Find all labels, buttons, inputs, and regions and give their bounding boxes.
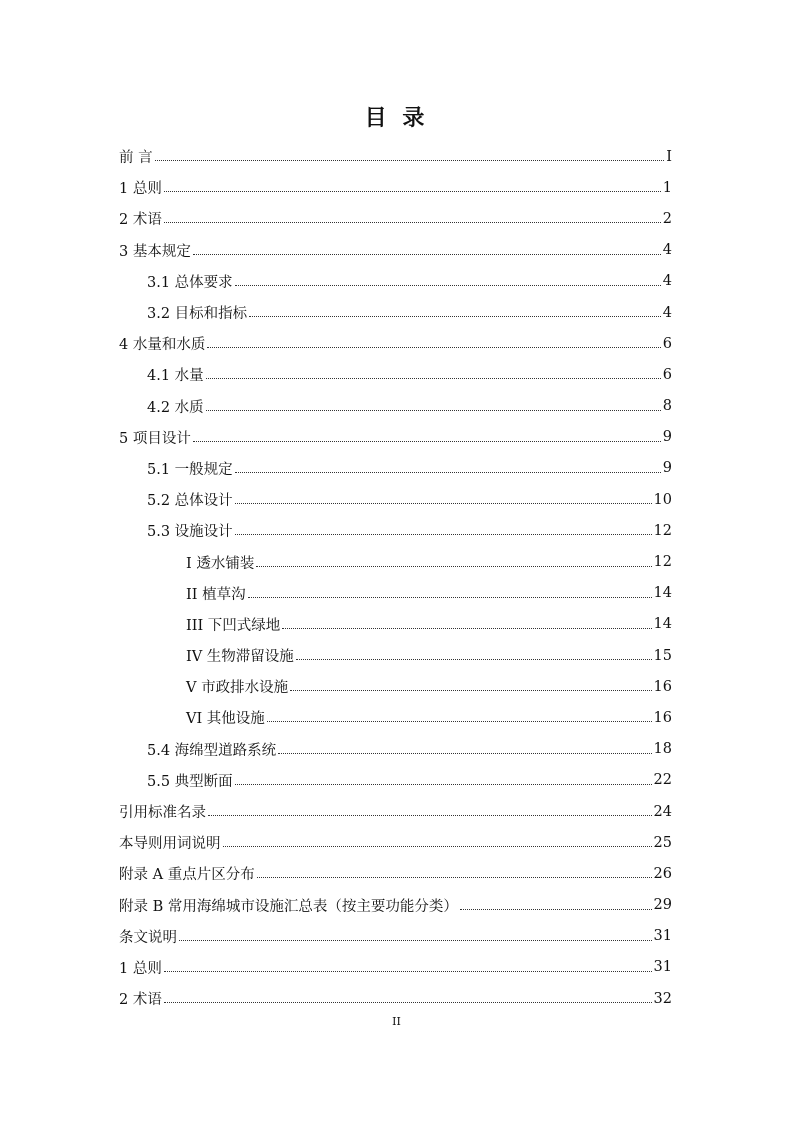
toc-entry-page: 15 (653, 647, 672, 664)
toc-entry[interactable] (119, 702, 672, 733)
toc-entry[interactable] (119, 983, 672, 1014)
toc-entry-page: 12 (653, 522, 672, 539)
dot-leader (235, 503, 652, 504)
dot-leader (282, 628, 651, 629)
toc-entry-page: 32 (653, 990, 672, 1007)
toc-entry-label: 5.2 总体设计 (147, 493, 233, 510)
dot-leader (164, 222, 661, 223)
table-of-contents (119, 141, 672, 1014)
toc-entry[interactable] (119, 765, 672, 796)
toc-entry-page: 9 (662, 460, 672, 477)
toc-entry-label: VI 其他设施 (186, 711, 265, 728)
toc-entry-page: 6 (662, 366, 672, 383)
toc-entry-label: 5.3 设施设计 (147, 524, 233, 541)
toc-entry[interactable] (119, 827, 672, 858)
dot-leader (206, 410, 661, 411)
toc-entry-label: 1 总则 (119, 181, 162, 198)
toc-entry-label: III 下凹式绿地 (186, 617, 281, 634)
toc-entry-label: V 市政排水设施 (186, 680, 289, 697)
toc-entry[interactable] (119, 609, 672, 640)
toc-entry-label: 引用标准名录 (119, 805, 206, 822)
dot-leader (278, 753, 651, 754)
toc-entry-page: 4 (662, 304, 672, 321)
dot-leader (235, 784, 652, 785)
toc-entry[interactable] (119, 203, 672, 234)
toc-entry-page: 12 (653, 554, 672, 571)
toc-entry[interactable] (119, 359, 672, 390)
dot-leader (296, 659, 652, 660)
toc-entry-page: 6 (662, 335, 672, 352)
toc-entry-label: 5.5 典型断面 (147, 773, 233, 790)
toc-entry-page: 29 (653, 897, 672, 914)
toc-entry[interactable] (119, 515, 672, 546)
dot-leader (179, 940, 652, 941)
toc-entry[interactable] (119, 890, 672, 921)
toc-entry-label: 3.1 总体要求 (147, 274, 233, 291)
dot-leader (193, 254, 661, 255)
toc-entry-label: 2 术语 (119, 212, 162, 229)
toc-entry[interactable] (119, 422, 672, 453)
toc-entry[interactable] (119, 921, 672, 952)
toc-entry-label: 3 基本规定 (119, 243, 191, 260)
dot-leader (164, 1002, 652, 1003)
page-number: II (392, 1015, 401, 1028)
toc-entry[interactable] (119, 952, 672, 983)
toc-title: 目 录 (364, 105, 429, 131)
toc-entry-label: 4.1 水量 (147, 368, 204, 385)
toc-entry[interactable] (119, 858, 672, 889)
dot-leader (223, 846, 652, 847)
toc-entry-page: 16 (653, 678, 672, 695)
dot-leader (256, 566, 651, 567)
dot-leader (460, 909, 652, 910)
toc-entry[interactable] (119, 266, 672, 297)
toc-entry[interactable] (119, 391, 672, 422)
toc-entry[interactable] (119, 734, 672, 765)
dot-leader (164, 971, 652, 972)
toc-entry-page: 1 (662, 179, 672, 196)
toc-entry[interactable] (119, 546, 672, 577)
dot-leader (193, 441, 661, 442)
toc-entry[interactable] (119, 328, 672, 359)
toc-entry-label: 4 水量和水质 (119, 337, 206, 354)
dot-leader (155, 160, 665, 161)
toc-entry-page: 26 (653, 865, 672, 882)
dot-leader (267, 721, 652, 722)
toc-entry-label: 5 项目设计 (119, 430, 191, 447)
toc-entry[interactable] (119, 484, 672, 515)
toc-entry[interactable] (119, 172, 672, 203)
toc-entry-page: 24 (653, 803, 672, 820)
toc-entry-label: 5.1 一般规定 (147, 461, 233, 478)
toc-entry[interactable] (119, 297, 672, 328)
toc-entry-page: 14 (653, 585, 672, 602)
dot-leader (257, 877, 652, 878)
dot-leader (235, 285, 661, 286)
toc-entry-page: 10 (653, 491, 672, 508)
toc-entry-label: 附录 B 常用海绵城市设施汇总表（按主要功能分类） (119, 898, 458, 915)
toc-entry-label: 附录 A 重点片区分布 (119, 867, 255, 884)
toc-entry-page: 9 (662, 429, 672, 446)
dot-leader (235, 472, 661, 473)
toc-entry-page: I (666, 148, 672, 165)
toc-entry-page: 25 (653, 834, 672, 851)
toc-entry-label: I 透水铺装 (186, 555, 255, 572)
toc-entry[interactable] (119, 453, 672, 484)
dot-leader (290, 690, 651, 691)
toc-entry-page: 16 (653, 709, 672, 726)
toc-entry-page: 4 (662, 242, 672, 259)
toc-entry-label: 3.2 目标和指标 (147, 306, 248, 323)
toc-entry-label: 5.4 海绵型道路系统 (147, 742, 277, 759)
toc-entry-label: 2 术语 (119, 992, 162, 1009)
dot-leader (164, 191, 661, 192)
toc-entry-label: IV 生物滞留设施 (186, 649, 294, 666)
dot-leader (207, 347, 660, 348)
toc-entry-page: 2 (662, 210, 672, 227)
toc-entry[interactable] (119, 796, 672, 827)
dot-leader (249, 316, 661, 317)
toc-entry-label: II 植草沟 (186, 586, 246, 603)
dot-leader (206, 378, 661, 379)
toc-entry[interactable] (119, 640, 672, 671)
toc-entry-label: 本导则用词说明 (119, 836, 221, 853)
toc-entry[interactable] (119, 671, 672, 702)
dot-leader (248, 597, 652, 598)
toc-entry-page: 18 (653, 741, 672, 758)
toc-entry-page: 8 (662, 398, 672, 415)
toc-entry[interactable] (119, 235, 672, 266)
toc-entry[interactable] (119, 141, 672, 172)
toc-entry-page: 31 (653, 928, 672, 945)
toc-entry-label: 1 总则 (119, 960, 162, 977)
toc-entry-label: 条文说明 (119, 929, 177, 946)
toc-entry-page: 22 (653, 772, 672, 789)
toc-entry-label: 前 言 (119, 150, 153, 167)
toc-entry-page: 31 (653, 959, 672, 976)
toc-entry-page: 14 (653, 616, 672, 633)
toc-entry-label: 4.2 水质 (147, 399, 204, 416)
toc-entry-page: 4 (662, 273, 672, 290)
dot-leader (208, 815, 652, 816)
dot-leader (235, 534, 652, 535)
toc-entry[interactable] (119, 578, 672, 609)
